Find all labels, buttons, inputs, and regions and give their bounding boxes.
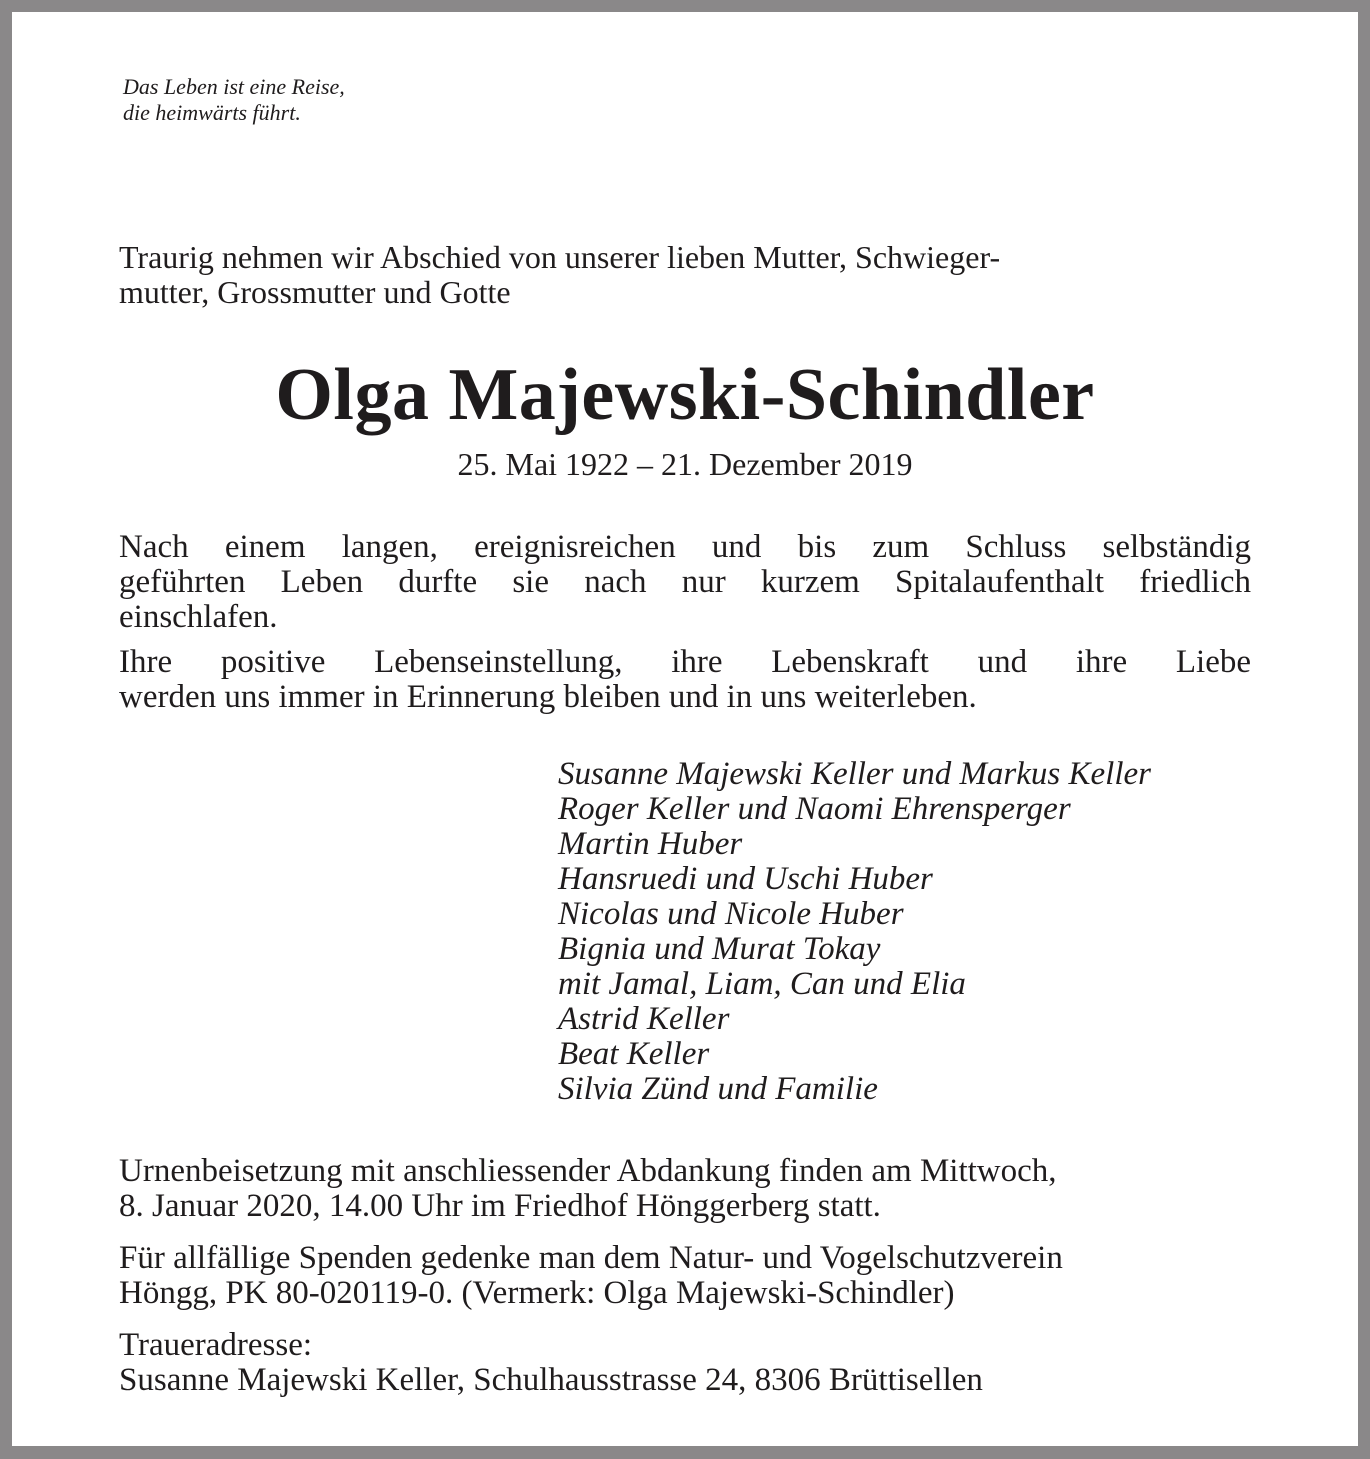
ceremony-line: 8. Januar 2020, 14.00 Uhr im Friedhof Hönggerberg statt. <box>119 1188 881 1224</box>
deceased-name: Olga Majewski-Schindler <box>275 354 1095 436</box>
donation-line: Für allfällige Spenden gedenke man dem Natur- und Vogelschutzverein <box>119 1240 1063 1276</box>
tribute-line: Ihre positive Lebenseinstellung, ihre Lebenskraft und ihre Liebe <box>119 644 1251 680</box>
signatory: Astrid Keller <box>558 1001 730 1037</box>
life-dates: 25. Mai 1922 – 21. Dezember 2019 <box>457 446 913 482</box>
signatory: mit Jamal, Liam, Can und Elia <box>558 966 966 1002</box>
motto-line: Das Leben ist eine Reise, <box>123 74 345 99</box>
tribute-line: werden uns immer in Erinnerung bleiben und in uns weiterleben. <box>119 679 977 715</box>
motto-line: die heimwärts führt. <box>123 100 301 125</box>
tribute-line: Nach einem langen, ereignisreichen und bis zum Schluss selbständig <box>119 529 1251 565</box>
signatory: Susanne Majewski Keller und Markus Keller <box>558 756 1152 792</box>
tribute-line: geführten Leben durfte sie nach nur kurzem Spitalaufenthalt friedlich <box>119 564 1251 600</box>
ceremony-line: Urnenbeisetzung mit anschliessender Abdankung finden am Mittwoch, <box>119 1153 1057 1189</box>
address-value: Susanne Majewski Keller, Schulhausstrasse 24, 8306 Brüttisellen <box>119 1362 983 1398</box>
signatory: Silvia Zünd und Familie <box>558 1071 878 1107</box>
ceremony-info <box>119 1154 1251 1224</box>
signatories-list <box>558 757 1151 1107</box>
donation-info <box>119 1241 1251 1311</box>
donation-line: Höngg, PK 80-020119-0. (Vermerk: Olga Majewski-Schindler) <box>119 1275 955 1311</box>
signatory: Bignia und Murat Tokay <box>558 931 881 967</box>
signatory: Nicolas und Nicole Huber <box>558 896 904 932</box>
signatory: Hansruedi und Uschi Huber <box>558 861 933 897</box>
intro-line: mutter, Grossmutter und Gotte <box>119 274 511 310</box>
signatory: Beat Keller <box>558 1036 710 1072</box>
intro-line: Traurig nehmen wir Abschied von unserer lieben Mutter, Schwieger- <box>119 239 1001 275</box>
signatory: Martin Huber <box>558 826 743 862</box>
mourning-address <box>119 1328 1251 1398</box>
tribute-paragraph-2 <box>119 645 1251 715</box>
address-label: Traueradresse: <box>119 1327 313 1363</box>
signatory: Roger Keller und Naomi Ehrensperger <box>558 791 1071 827</box>
tribute-line: einschlafen. <box>119 599 278 635</box>
obituary-notice <box>12 12 1358 1446</box>
tribute-paragraph-1 <box>119 530 1251 635</box>
motto-quote <box>123 74 345 126</box>
intro-text <box>119 240 1251 310</box>
